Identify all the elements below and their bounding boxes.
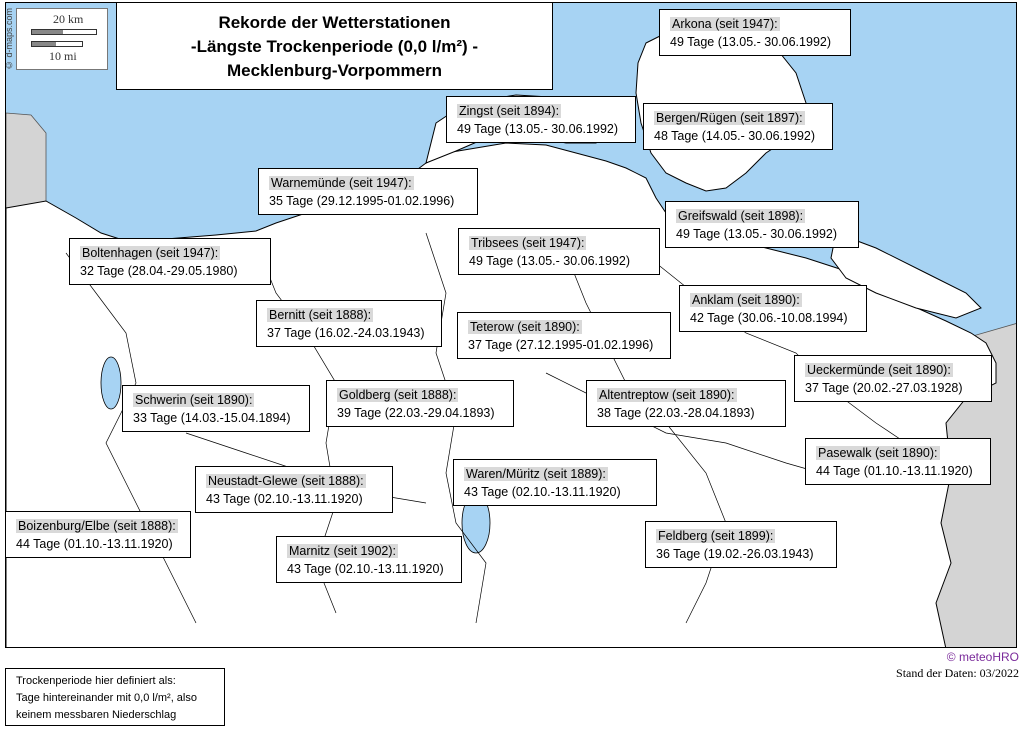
station-record: 43 Tage (02.10.-13.11.1920) — [206, 492, 363, 506]
station-zingst — [446, 96, 636, 143]
station-name: Schwerin (seit 1890): — [135, 393, 253, 407]
scale-bar-km-fill — [32, 30, 63, 34]
definition-box — [5, 668, 225, 726]
station-name: Bernitt (seit 1888): — [269, 308, 372, 322]
station-record: 33 Tage (14.03.-15.04.1894) — [133, 411, 291, 425]
data-state: Stand der Daten: 03/2022 — [896, 666, 1019, 680]
neighbor-land-west — [6, 113, 46, 213]
station-name: Arkona (seit 1947): — [672, 17, 778, 31]
station-name: Warnemünde (seit 1947): — [271, 176, 412, 190]
station-arkona — [659, 9, 851, 56]
station-greifswald — [665, 201, 859, 248]
station-boltenhagen — [69, 238, 271, 285]
station-name: Waren/Müritz (seit 1889): — [466, 467, 606, 481]
station-name: Pasewalk (seit 1890): — [818, 446, 938, 460]
station-name: Anklam (seit 1890): — [692, 293, 800, 307]
scale-bar-mi-fill — [32, 42, 56, 46]
station-record: 49 Tage (13.05.- 30.06.1992) — [670, 35, 832, 49]
station-record: 32 Tage (28.04.-29.05.1980) — [80, 264, 238, 278]
station-waren — [453, 459, 657, 506]
station-name: Zingst (seit 1894): — [459, 104, 560, 118]
station-name: Feldberg (seit 1899): — [658, 529, 774, 543]
definition-line-3: keinem messbaren Niederschlag — [16, 709, 177, 721]
station-teterow — [457, 312, 671, 359]
station-record: 37 Tage (16.02.-24.03.1943) — [267, 326, 425, 340]
station-name: Neustadt-Glewe (seit 1888): — [208, 474, 364, 488]
scale-mi-label: 10 mi — [49, 49, 77, 63]
station-bergen — [643, 103, 833, 150]
title-box — [116, 2, 553, 90]
station-record: 42 Tage (30.06.-10.08.1994) — [690, 311, 848, 325]
station-record: 39 Tage (22.03.-29.04.1893) — [337, 406, 495, 420]
station-name: Teterow (seit 1890): — [470, 320, 580, 334]
station-record: 44 Tage (01.10.-13.11.1920) — [16, 537, 173, 551]
scale-km-label: 20 km — [53, 12, 84, 26]
station-name: Boltenhagen (seit 1947): — [82, 246, 219, 260]
lake-schwerin — [101, 357, 121, 409]
station-record: 36 Tage (19.02.-26.03.1943) — [656, 547, 814, 561]
station-record: 38 Tage (22.03.-28.04.1893) — [597, 406, 755, 420]
station-record: 43 Tage (02.10.-13.11.1920) — [464, 485, 621, 499]
dmaps-watermark: © d-maps.com — [4, 8, 14, 71]
station-warnemuende — [258, 168, 478, 215]
station-name: Marnitz (seit 1902): — [289, 544, 396, 558]
station-name: Boizenburg/Elbe (seit 1888): — [18, 519, 176, 533]
station-bernitt — [256, 300, 442, 347]
station-boizenburg — [5, 511, 191, 558]
definition-line-1: Trockenperiode hier definiert als: — [16, 675, 176, 687]
station-record: 37 Tage (27.12.1995-01.02.1996) — [468, 338, 654, 352]
copyright: © meteoHRO — [946, 650, 1019, 664]
station-neustadt-glewe — [195, 466, 393, 513]
station-anklam — [679, 285, 867, 332]
station-feldberg — [645, 521, 837, 568]
title-line-1: Rekorde der Wetterstationen — [218, 13, 451, 32]
scale-bar — [16, 8, 108, 70]
station-schwerin — [122, 385, 310, 432]
station-ueckermuende — [794, 355, 992, 402]
station-goldberg — [326, 380, 514, 427]
station-name: Goldberg (seit 1888): — [339, 388, 457, 402]
station-record: 49 Tage (13.05.- 30.06.1992) — [676, 227, 838, 241]
station-name: Ueckermünde (seit 1890): — [807, 363, 951, 377]
station-record: 44 Tage (01.10.-13.11.1920) — [816, 464, 973, 478]
station-record: 49 Tage (13.05.- 30.06.1992) — [469, 254, 631, 268]
station-name: Altentreptow (seit 1890): — [599, 388, 735, 402]
station-name: Bergen/Rügen (seit 1897): — [656, 111, 803, 125]
definition-line-2: Tage hintereinander mit 0,0 l/m², also — [16, 692, 197, 704]
station-altentreptow — [586, 380, 786, 427]
station-name: Tribsees (seit 1947): — [471, 236, 585, 250]
station-record: 37 Tage (20.02.-27.03.1928) — [805, 381, 963, 395]
title-line-2: -Längste Trockenperiode (0,0 l/m²) - — [190, 37, 479, 56]
station-record: 48 Tage (14.05.- 30.06.1992) — [654, 129, 816, 143]
station-record: 49 Tage (13.05.- 30.06.1992) — [457, 122, 619, 136]
station-record: 43 Tage (02.10.-13.11.1920) — [287, 562, 444, 576]
title-line-3: Mecklenburg-Vorpommern — [226, 61, 443, 80]
station-name: Greifswald (seit 1898): — [678, 209, 804, 223]
station-marnitz — [276, 536, 462, 583]
station-pasewalk — [805, 438, 991, 485]
station-tribsees — [458, 228, 660, 275]
station-record: 35 Tage (29.12.1995-01.02.1996) — [269, 194, 455, 208]
